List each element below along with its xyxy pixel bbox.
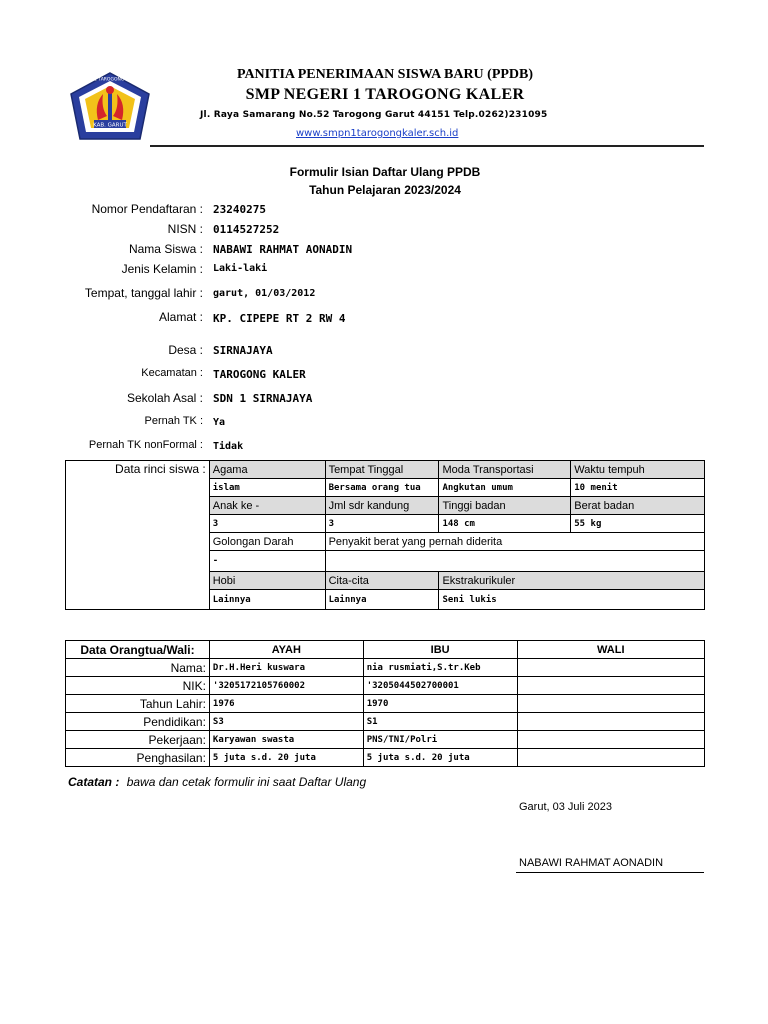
label-pernah-tk-nonformal: Pernah TK nonFormal : bbox=[88, 439, 203, 451]
value-ibu-nik: '3205044502700001 bbox=[363, 677, 517, 695]
value-nama-siswa: NABAWI RAHMAT AONADIN bbox=[213, 243, 353, 256]
value-berat-badan: 55 kg bbox=[571, 515, 705, 533]
value-jenis-kelamin: Laki-laki bbox=[213, 263, 268, 274]
signature-name: NABAWI RAHMAT AONADIN bbox=[519, 857, 664, 869]
label-penghasilan: Penghasilan: bbox=[66, 749, 210, 767]
value-ibu-pendidikan: S1 bbox=[363, 713, 517, 731]
logo-text-bottom: KAB. GARUT bbox=[93, 122, 127, 129]
header-tinggi-badan: Tinggi badan bbox=[439, 497, 571, 515]
value-ibu-nama: nia rusmiati,S.tr.Keb bbox=[363, 659, 517, 677]
label-nisn: NISN : bbox=[167, 222, 203, 236]
label-alamat: Alamat : bbox=[158, 310, 203, 324]
value-nomor-pendaftaran: 23240275 bbox=[213, 203, 266, 216]
value-wali-penghasilan bbox=[517, 749, 704, 767]
value-wali-nama bbox=[517, 659, 704, 677]
header-ekstrakurikuler: Ekstrakurikuler bbox=[439, 572, 705, 590]
value-ayah-penghasilan: 5 juta s.d. 20 juta bbox=[209, 749, 363, 767]
label-desa: Desa : bbox=[168, 343, 203, 357]
school-logo bbox=[68, 70, 152, 142]
note bbox=[68, 775, 366, 789]
value-sekolah-asal: SDN 1 SIRNAJAYA bbox=[213, 392, 313, 405]
label-sekolah-asal: Sekolah Asal : bbox=[126, 391, 203, 405]
label-tempat-tanggal-lahir: Tempat, tanggal lahir : bbox=[84, 286, 203, 300]
value-ayah-pekerjaan: Karyawan swasta bbox=[209, 731, 363, 749]
header-penyakit: Penyakit berat yang pernah diderita bbox=[325, 533, 704, 551]
label-pendidikan: Pendidikan: bbox=[66, 713, 210, 731]
header-moda-transportasi: Moda Transportasi bbox=[439, 461, 571, 479]
value-tempat-tinggal: Bersama orang tua bbox=[325, 479, 439, 497]
form-year: Tahun Pelajaran 2023/2024 bbox=[309, 183, 461, 197]
label-nama-siswa: Nama Siswa : bbox=[128, 242, 203, 256]
label-nama-ortu: Nama: bbox=[66, 659, 210, 677]
table-row bbox=[66, 695, 705, 713]
note-text: bawa dan cetak formulir ini saat Daftar Ulang bbox=[126, 775, 367, 789]
value-ayah-nama: Dr.H.Heri kuswara bbox=[209, 659, 363, 677]
label-pernah-tk: Pernah TK : bbox=[144, 415, 203, 427]
label-jenis-kelamin: Jenis Kelamin : bbox=[121, 262, 203, 276]
label-pekerjaan: Pekerjaan: bbox=[66, 731, 210, 749]
label-tahun-lahir: Tahun Lahir: bbox=[66, 695, 210, 713]
header-cita-cita: Cita-cita bbox=[325, 572, 439, 590]
value-agama: islam bbox=[209, 479, 325, 497]
value-pernah-tk: Ya bbox=[213, 417, 226, 428]
committee-title: PANITIA PENERIMAAN SISWA BARU (PPDB) bbox=[236, 67, 534, 82]
value-ekstrakurikuler: Seni lukis bbox=[439, 590, 705, 610]
value-hobi: Lainnya bbox=[209, 590, 325, 610]
header-agama: Agama bbox=[209, 461, 325, 479]
value-ayah-pendidikan: S3 bbox=[209, 713, 363, 731]
student-details-table bbox=[65, 460, 705, 610]
value-tempat-tanggal-lahir: garut, 01/03/2012 bbox=[213, 288, 316, 299]
label-nomor-pendaftaran: Nomor Pendaftaran : bbox=[91, 202, 203, 216]
value-kecamatan: TAROGONG KALER bbox=[213, 368, 306, 381]
value-penyakit bbox=[325, 551, 704, 572]
value-wali-pekerjaan bbox=[517, 731, 704, 749]
value-ibu-pekerjaan: PNS/TNI/Polri bbox=[363, 731, 517, 749]
value-jml-sdr: 3 bbox=[325, 515, 439, 533]
header-anak-ke: Anak ke - bbox=[209, 497, 325, 515]
value-wali-pendidikan bbox=[517, 713, 704, 731]
header-golongan-darah: Golongan Darah bbox=[209, 533, 325, 551]
signature-date: Garut, 03 Juli 2023 bbox=[519, 801, 612, 813]
header-ayah: AYAH bbox=[209, 641, 363, 659]
value-tinggi-badan: 148 cm bbox=[439, 515, 571, 533]
header-jml-sdr: Jml sdr kandung bbox=[325, 497, 439, 515]
header-waktu-tempuh: Waktu tempuh bbox=[571, 461, 705, 479]
table-row bbox=[66, 749, 705, 767]
value-desa: SIRNAJAYA bbox=[213, 344, 273, 357]
value-waktu-tempuh: 10 menit bbox=[571, 479, 705, 497]
header-wali: WALI bbox=[517, 641, 704, 659]
school-name: SMP NEGERI 1 TAROGONG KALER bbox=[245, 86, 525, 103]
value-ibu-penghasilan: 5 juta s.d. 20 juta bbox=[363, 749, 517, 767]
header-divider bbox=[150, 145, 704, 147]
value-golongan-darah: - bbox=[209, 551, 325, 572]
logo-text-top: SMPN 1 TAROGONG KALER bbox=[79, 77, 141, 83]
table-row bbox=[66, 713, 705, 731]
value-ayah-tahun-lahir: 1976 bbox=[209, 695, 363, 713]
value-moda-transportasi: Angkutan umum bbox=[439, 479, 571, 497]
value-wali-nik bbox=[517, 677, 704, 695]
value-pernah-tk-nonformal: Tidak bbox=[213, 441, 244, 452]
header-berat-badan: Berat badan bbox=[571, 497, 705, 515]
header-hobi: Hobi bbox=[209, 572, 325, 590]
table-row bbox=[66, 731, 705, 749]
value-ayah-nik: '3205172105760002 bbox=[209, 677, 363, 695]
parents-table bbox=[65, 640, 705, 767]
parents-section-label: Data Orangtua/Wali: bbox=[66, 641, 210, 659]
value-wali-tahun-lahir bbox=[517, 695, 704, 713]
table-row bbox=[66, 659, 705, 677]
value-nisn: 0114527252 bbox=[213, 223, 280, 236]
header-ibu: IBU bbox=[363, 641, 517, 659]
note-label: Catatan : bbox=[68, 775, 120, 789]
value-cita-cita: Lainnya bbox=[325, 590, 439, 610]
header-tempat-tinggal: Tempat Tinggal bbox=[325, 461, 439, 479]
label-kecamatan: Kecamatan : bbox=[141, 367, 203, 379]
school-website-link[interactable]: www.smpn1tarogongkaler.sch.id bbox=[296, 128, 459, 139]
student-details-label: Data rinci siswa : bbox=[66, 461, 210, 610]
value-ibu-tahun-lahir: 1970 bbox=[363, 695, 517, 713]
signature-line bbox=[516, 872, 704, 873]
school-address: Jl. Raya Samarang No.52 Tarogong Garut 44151 Telp.0262)231095 bbox=[200, 110, 548, 120]
form-title: Formulir Isian Daftar Ulang PPDB bbox=[289, 165, 481, 179]
value-alamat: KP. CIPEPE RT 2 RW 4 bbox=[213, 312, 346, 325]
label-nik: NIK: bbox=[66, 677, 210, 695]
value-anak-ke: 3 bbox=[209, 515, 325, 533]
table-row bbox=[66, 677, 705, 695]
